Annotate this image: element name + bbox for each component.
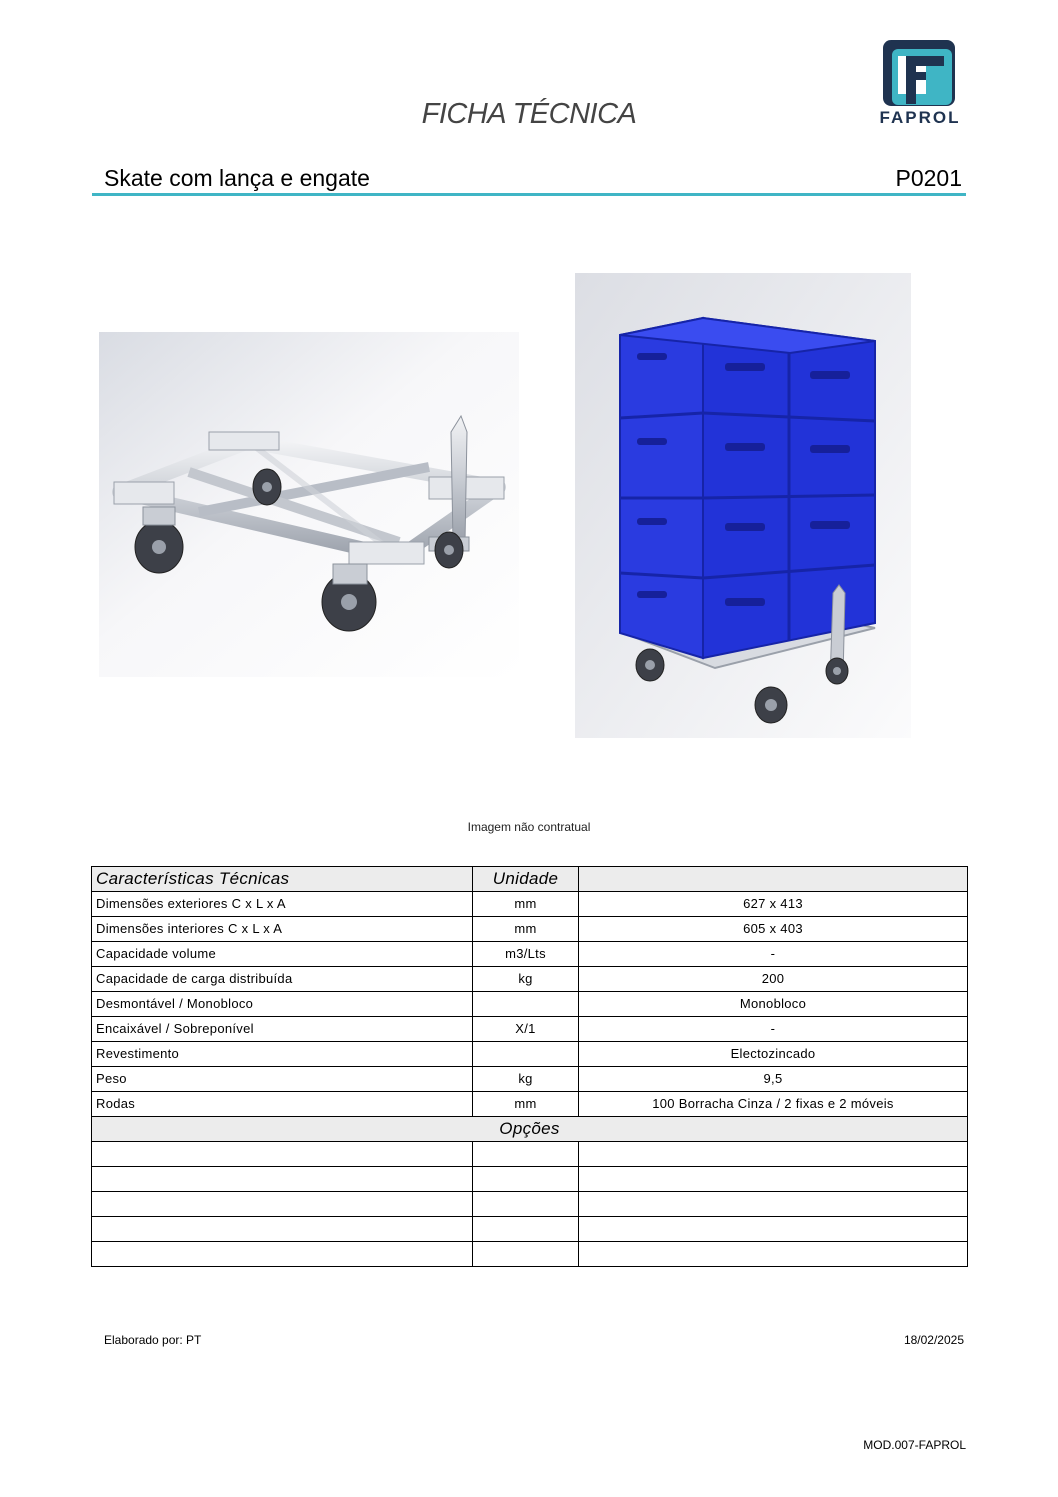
table-row <box>92 1092 968 1117</box>
skate-product-image <box>99 332 519 677</box>
document-title: FICHA TÉCNICA <box>421 98 637 130</box>
row-unit: kg <box>473 967 579 992</box>
row-value: Electozincado <box>579 1042 968 1067</box>
options-header: Opções <box>92 1117 968 1142</box>
form-code: MOD.007-FAPROL <box>863 1438 966 1452</box>
logo-wordmark: FAPROL <box>879 108 961 127</box>
table-row <box>92 917 968 942</box>
table-row <box>92 992 968 1017</box>
table-row <box>92 967 968 992</box>
title-underline <box>92 193 966 196</box>
header-value <box>579 867 968 892</box>
row-value: 100 Borracha Cinza / 2 fixas e 2 móveis <box>579 1092 968 1117</box>
document-date: 18/02/2025 <box>903 1333 964 1347</box>
table-header-row <box>92 867 968 892</box>
row-unit <box>473 992 579 1017</box>
row-value: Monobloco <box>579 992 968 1017</box>
row-label: Capacidade volume <box>92 942 473 967</box>
row-value: 605 x 403 <box>579 917 968 942</box>
row-label: Encaixável / Sobreponível <box>92 1017 473 1042</box>
options-empty-row <box>92 1167 968 1192</box>
row-unit <box>473 1042 579 1067</box>
row-label: Capacidade de carga distribuída <box>92 967 473 992</box>
row-label: Revestimento <box>92 1042 473 1067</box>
row-unit: kg <box>473 1067 579 1092</box>
row-label: Desmontável / Monobloco <box>92 992 473 1017</box>
specifications-table <box>91 866 968 1267</box>
table-row <box>92 892 968 917</box>
table-row <box>92 1042 968 1067</box>
table-row <box>92 1017 968 1042</box>
row-value: - <box>579 1017 968 1042</box>
product-code: P0201 <box>895 165 962 191</box>
row-value: - <box>579 942 968 967</box>
options-empty-row <box>92 1217 968 1242</box>
table-row <box>92 1067 968 1092</box>
options-header-row <box>92 1117 968 1142</box>
row-unit: mm <box>473 892 579 917</box>
stacked-crates-image <box>575 273 911 738</box>
row-unit: X/1 <box>473 1017 579 1042</box>
row-label: Peso <box>92 1067 473 1092</box>
row-unit: mm <box>473 1092 579 1117</box>
row-value: 200 <box>579 967 968 992</box>
row-unit: m3/Lts <box>473 942 579 967</box>
row-label: Dimensões exteriores C x L x A <box>92 892 473 917</box>
header-unit: Unidade <box>473 867 579 892</box>
options-empty-row <box>92 1242 968 1267</box>
row-label: Dimensões interiores C x L x A <box>92 917 473 942</box>
row-value: 9,5 <box>579 1067 968 1092</box>
prepared-by: Elaborado por: PT <box>104 1333 202 1347</box>
image-disclaimer: Imagem não contratual <box>467 820 591 834</box>
options-empty-row <box>92 1142 968 1167</box>
row-label: Rodas <box>92 1092 473 1117</box>
row-value: 627 x 413 <box>579 892 968 917</box>
product-name: Skate com lança e engate <box>104 165 370 191</box>
table-row <box>92 942 968 967</box>
row-unit: mm <box>473 917 579 942</box>
header-characteristics: Características Técnicas <box>92 867 473 892</box>
options-empty-row <box>92 1192 968 1217</box>
